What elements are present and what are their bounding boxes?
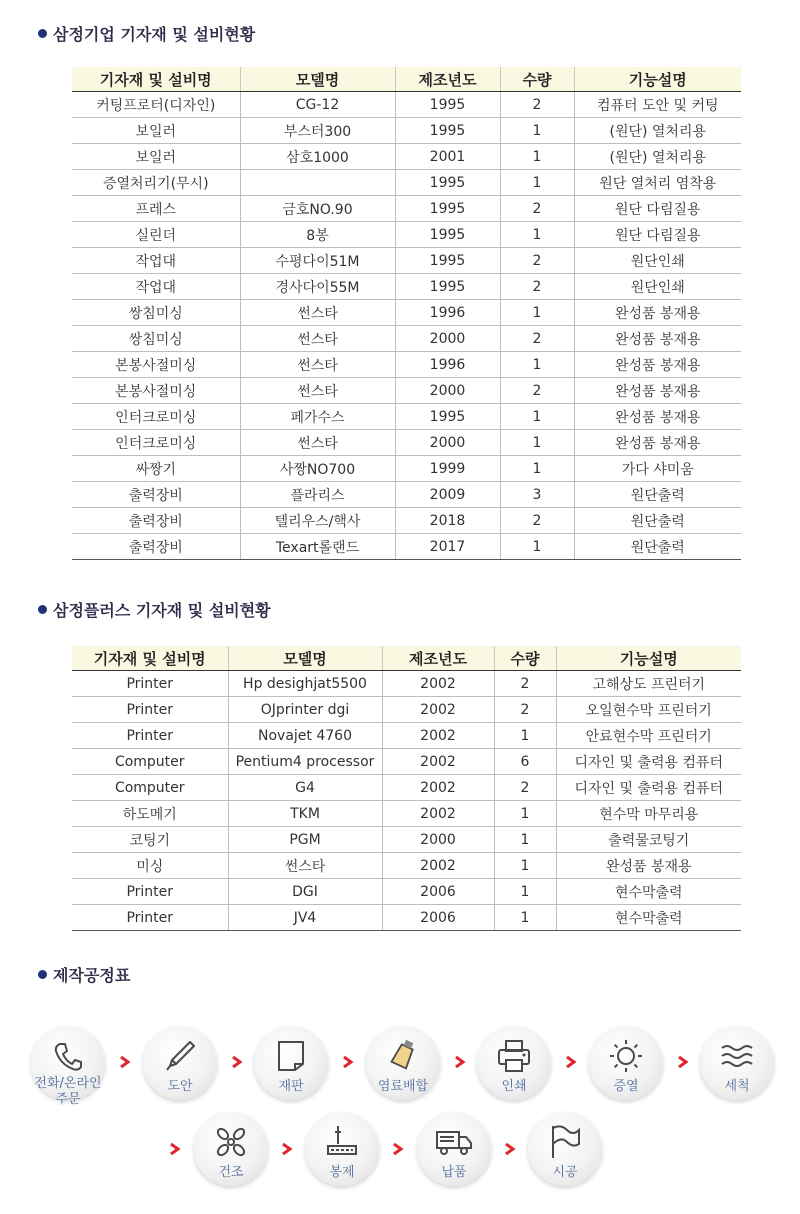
table-cell: 1	[494, 723, 556, 749]
table-cell: 코팅기	[72, 827, 228, 853]
table-cell: 오일현수막 프린터기	[556, 697, 741, 723]
table-cell: 2	[500, 248, 574, 274]
table-cell: 페가수스	[240, 404, 395, 430]
column-header: 수량	[500, 67, 574, 92]
table-cell: 사짱NO700	[240, 456, 395, 482]
table-row	[72, 534, 741, 560]
table-cell: Computer	[72, 775, 228, 801]
table-cell: Novajet 4760	[228, 723, 382, 749]
table-cell: 2017	[395, 534, 500, 560]
table-cell: 2	[500, 508, 574, 534]
table-cell: CG-12	[240, 92, 395, 118]
table-cell: 미싱	[72, 853, 228, 879]
table-cell: 수평다이51M	[240, 248, 395, 274]
table-row	[72, 430, 741, 456]
table-cell: 1	[500, 144, 574, 170]
column-header: 기자재 및 설비명	[72, 646, 228, 671]
table-row	[72, 92, 741, 118]
truck-icon	[434, 1122, 474, 1162]
table-cell: 1	[500, 534, 574, 560]
process-step-dye-mix	[366, 1026, 440, 1100]
chevron-right-icon	[230, 1055, 244, 1069]
table-cell: 2006	[382, 879, 494, 905]
table-cell: Printer	[72, 697, 228, 723]
bullet-dot-icon	[38, 605, 47, 614]
table-cell: 1995	[395, 170, 500, 196]
paint-tube-icon	[383, 1036, 423, 1076]
table-cell: 1995	[395, 196, 500, 222]
table-cell: 2002	[382, 723, 494, 749]
table-cell: 1	[494, 853, 556, 879]
table-cell: 2000	[382, 827, 494, 853]
table-cell: 완성품 봉재용	[574, 326, 741, 352]
table-cell: 작업대	[72, 248, 240, 274]
table-cell: 1995	[395, 274, 500, 300]
table-cell: 플라리스	[240, 482, 395, 508]
process-step-wash	[700, 1026, 774, 1100]
table-cell: 커팅프로터(디자인)	[72, 92, 240, 118]
table-cell: 완성품 봉재용	[574, 300, 741, 326]
table-cell: 1	[500, 118, 574, 144]
table-cell: 원단출력	[574, 508, 741, 534]
table-cell: 현수막 마무리용	[556, 801, 741, 827]
table-cell: 1	[494, 827, 556, 853]
equipment-table-samjung-plus	[72, 646, 741, 931]
table-row	[72, 879, 741, 905]
table-cell: DGI	[228, 879, 382, 905]
table-cell: 출력장비	[72, 508, 240, 534]
table-row	[72, 853, 741, 879]
table-cell: 1995	[395, 404, 500, 430]
equipment-table-samjung-enterprise	[72, 67, 741, 560]
chevron-right-icon	[676, 1055, 690, 1069]
chevron-right-icon	[168, 1142, 182, 1156]
table-header-row	[72, 646, 741, 671]
chevron-right-icon	[391, 1142, 405, 1156]
table-cell: 2000	[395, 326, 500, 352]
table-cell: 2001	[395, 144, 500, 170]
table-cell: 2002	[382, 671, 494, 697]
sewing-icon	[322, 1122, 362, 1162]
table-row	[72, 170, 741, 196]
table-cell: 썬스타	[240, 352, 395, 378]
table-row	[72, 671, 741, 697]
table-cell: Printer	[72, 879, 228, 905]
column-header: 제조년도	[382, 646, 494, 671]
table-cell: 1	[494, 879, 556, 905]
waves-icon	[717, 1036, 757, 1076]
table-cell: 본봉사절미싱	[72, 378, 240, 404]
table-cell: 디자인 및 출력용 컴퓨터	[556, 775, 741, 801]
table-cell: 6	[494, 749, 556, 775]
table-cell: 안료현수막 프린터기	[556, 723, 741, 749]
table-cell: 2	[500, 326, 574, 352]
process-step-steam	[589, 1026, 663, 1100]
table-cell: 2002	[382, 853, 494, 879]
chevron-right-icon	[453, 1055, 467, 1069]
table-cell: 원단 열처리 염착용	[574, 170, 741, 196]
table-cell: Printer	[72, 905, 228, 931]
table-cell: 가다 샤미움	[574, 456, 741, 482]
table-cell: 프레스	[72, 196, 240, 222]
column-header: 기능설명	[556, 646, 741, 671]
table-row	[72, 300, 741, 326]
table-cell: 2	[500, 92, 574, 118]
table-row	[72, 404, 741, 430]
table-row	[72, 697, 741, 723]
table-cell: 증열처리기(무시)	[72, 170, 240, 196]
table-cell: 2000	[395, 378, 500, 404]
table-cell: 보일러	[72, 144, 240, 170]
table-cell: 2	[500, 196, 574, 222]
chevron-right-icon	[118, 1055, 132, 1069]
table-cell: 현수막출력	[556, 879, 741, 905]
column-header: 모델명	[228, 646, 382, 671]
chevron-right-icon	[503, 1142, 517, 1156]
table-row	[72, 749, 741, 775]
table-cell: 금호NO.90	[240, 196, 395, 222]
table-row	[72, 378, 741, 404]
table-row	[72, 274, 741, 300]
table-cell: 2006	[382, 905, 494, 931]
table-row	[72, 508, 741, 534]
table-cell: 8봉	[240, 222, 395, 248]
table-cell: 2018	[395, 508, 500, 534]
chevron-right-icon	[341, 1055, 355, 1069]
table-cell: 완성품 봉재용	[574, 430, 741, 456]
process-step-plate	[254, 1026, 328, 1100]
section-title-samjung-enterprise	[38, 22, 255, 45]
table-cell: 완성품 봉재용	[556, 853, 741, 879]
table-row	[72, 905, 741, 931]
table-cell: 2009	[395, 482, 500, 508]
table-cell: 작업대	[72, 274, 240, 300]
table-cell: 2	[494, 775, 556, 801]
table-cell: 썬스타	[240, 430, 395, 456]
table-cell: 썬스타	[228, 853, 382, 879]
phone-icon	[48, 1036, 88, 1076]
table-cell: 1995	[395, 118, 500, 144]
table-cell: 쌍침미싱	[72, 300, 240, 326]
section-title-text: 삼정기업 기자재 및 설비현황	[53, 25, 256, 44]
table-cell: 2	[494, 671, 556, 697]
table-cell: 1996	[395, 352, 500, 378]
table-cell: 컴퓨터 도안 및 커팅	[574, 92, 741, 118]
table-row	[72, 801, 741, 827]
table-row	[72, 456, 741, 482]
table-cell: 텔리우스/핵사	[240, 508, 395, 534]
table-cell: 2	[500, 378, 574, 404]
table-cell: 1	[494, 801, 556, 827]
table-cell: 2002	[382, 801, 494, 827]
table-row	[72, 352, 741, 378]
process-step-install	[528, 1112, 602, 1186]
table-cell: 1	[500, 300, 574, 326]
process-step-delivery	[417, 1112, 491, 1186]
section-title-process	[38, 963, 130, 986]
pen-icon	[160, 1036, 200, 1076]
table-cell: 썬스타	[240, 378, 395, 404]
table-row	[72, 118, 741, 144]
table-cell: 출력장비	[72, 534, 240, 560]
process-step-dry	[194, 1112, 268, 1186]
column-header: 수량	[494, 646, 556, 671]
table-cell: JV4	[228, 905, 382, 931]
table-row	[72, 723, 741, 749]
table-cell: 2	[494, 697, 556, 723]
table-cell: 1	[500, 352, 574, 378]
table-cell: 본봉사절미싱	[72, 352, 240, 378]
chevron-right-icon	[280, 1142, 294, 1156]
column-header: 기능설명	[574, 67, 741, 92]
table-cell: 1	[500, 222, 574, 248]
column-header: 모델명	[240, 67, 395, 92]
table-row	[72, 196, 741, 222]
table-cell: 2002	[382, 775, 494, 801]
table-row	[72, 222, 741, 248]
table-cell: 1999	[395, 456, 500, 482]
table-cell: 인터크로미싱	[72, 404, 240, 430]
table-cell: 출력물코팅기	[556, 827, 741, 853]
table-cell: 원단인쇄	[574, 248, 741, 274]
table-cell: 실린더	[72, 222, 240, 248]
table-cell: 디자인 및 출력용 컴퓨터	[556, 749, 741, 775]
fan-icon	[211, 1122, 251, 1162]
table-cell: 1	[500, 430, 574, 456]
flag-icon	[545, 1122, 585, 1162]
table-cell: 원단출력	[574, 534, 741, 560]
bullet-dot-icon	[38, 29, 47, 38]
table-cell: Texart롤랜드	[240, 534, 395, 560]
table-cell: 썬스타	[240, 300, 395, 326]
table-row	[72, 248, 741, 274]
table-cell: 완성품 봉재용	[574, 352, 741, 378]
table-cell: 하도메기	[72, 801, 228, 827]
section-title-text: 제작공정표	[53, 966, 131, 985]
bullet-dot-icon	[38, 970, 47, 979]
process-step-label: 인쇄	[501, 1079, 527, 1094]
table-cell: 1	[494, 905, 556, 931]
table-cell: 1	[500, 456, 574, 482]
table-cell: TKM	[228, 801, 382, 827]
table-cell: 현수막출력	[556, 905, 741, 931]
table-cell: 쌍침미싱	[72, 326, 240, 352]
process-step-label: 재판	[278, 1079, 304, 1094]
table-cell: PGM	[228, 827, 382, 853]
table-cell: 1	[500, 404, 574, 430]
process-step-sewing	[305, 1112, 379, 1186]
process-step-order	[31, 1026, 105, 1107]
process-step-label: 증열	[613, 1079, 639, 1094]
table-cell: Hp desighjat5500	[228, 671, 382, 697]
table-cell: 원단 다림질용	[574, 196, 741, 222]
process-step-design	[143, 1026, 217, 1100]
printer-icon	[494, 1036, 534, 1076]
chevron-right-icon	[564, 1055, 578, 1069]
process-step-label: 건조	[218, 1165, 244, 1180]
table-cell: Printer	[72, 671, 228, 697]
table-cell: Pentium4 processor	[228, 749, 382, 775]
table-cell: 2	[500, 274, 574, 300]
table-cell: 2002	[382, 697, 494, 723]
table-cell: 싸짱기	[72, 456, 240, 482]
table-cell: 경사다이55M	[240, 274, 395, 300]
table-cell: Computer	[72, 749, 228, 775]
table-header-row	[72, 67, 741, 92]
table-row	[72, 482, 741, 508]
table-cell: (원단) 열처리용	[574, 118, 741, 144]
table-cell: 1	[500, 170, 574, 196]
process-step-label: 염료배합	[377, 1079, 429, 1094]
table-cell: 완성품 봉재용	[574, 378, 741, 404]
table-cell: 원단출력	[574, 482, 741, 508]
table-cell: 1996	[395, 300, 500, 326]
section-title-text: 삼정플러스 기자재 및 설비현황	[53, 601, 271, 620]
table-cell: (원단) 열처리용	[574, 144, 741, 170]
table-cell: OJprinter dgi	[228, 697, 382, 723]
process-step-label: 납품	[441, 1165, 467, 1180]
process-step-label: 도안	[167, 1079, 193, 1094]
table-cell: 고해상도 프린터기	[556, 671, 741, 697]
process-step-label: 시공	[552, 1165, 578, 1180]
table-cell: 출력장비	[72, 482, 240, 508]
table-row	[72, 144, 741, 170]
process-step-label: 전화/온라인 주문	[34, 1076, 102, 1107]
table-cell: 보일러	[72, 118, 240, 144]
table-cell: 원단인쇄	[574, 274, 741, 300]
table-cell: 썬스타	[240, 326, 395, 352]
table-row	[72, 326, 741, 352]
table-cell: G4	[228, 775, 382, 801]
table-row	[72, 827, 741, 853]
table-cell: Printer	[72, 723, 228, 749]
process-step-label: 세척	[724, 1079, 750, 1094]
sun-icon	[606, 1036, 646, 1076]
table-cell: 완성품 봉재용	[574, 404, 741, 430]
column-header: 제조년도	[395, 67, 500, 92]
column-header: 기자재 및 설비명	[72, 67, 240, 92]
sheet-icon	[271, 1036, 311, 1076]
process-step-print	[477, 1026, 551, 1100]
table-row	[72, 775, 741, 801]
section-title-samjung-plus	[38, 598, 271, 621]
table-cell: 2000	[395, 430, 500, 456]
table-cell: 3	[500, 482, 574, 508]
table-cell	[240, 170, 395, 196]
table-cell: 원단 다림질용	[574, 222, 741, 248]
table-cell: 1995	[395, 222, 500, 248]
table-cell: 1995	[395, 248, 500, 274]
table-cell: 2002	[382, 749, 494, 775]
table-cell: 삼호1000	[240, 144, 395, 170]
process-step-label: 봉제	[329, 1165, 355, 1180]
table-cell: 1995	[395, 92, 500, 118]
table-cell: 부스터300	[240, 118, 395, 144]
table-cell: 인터크로미싱	[72, 430, 240, 456]
